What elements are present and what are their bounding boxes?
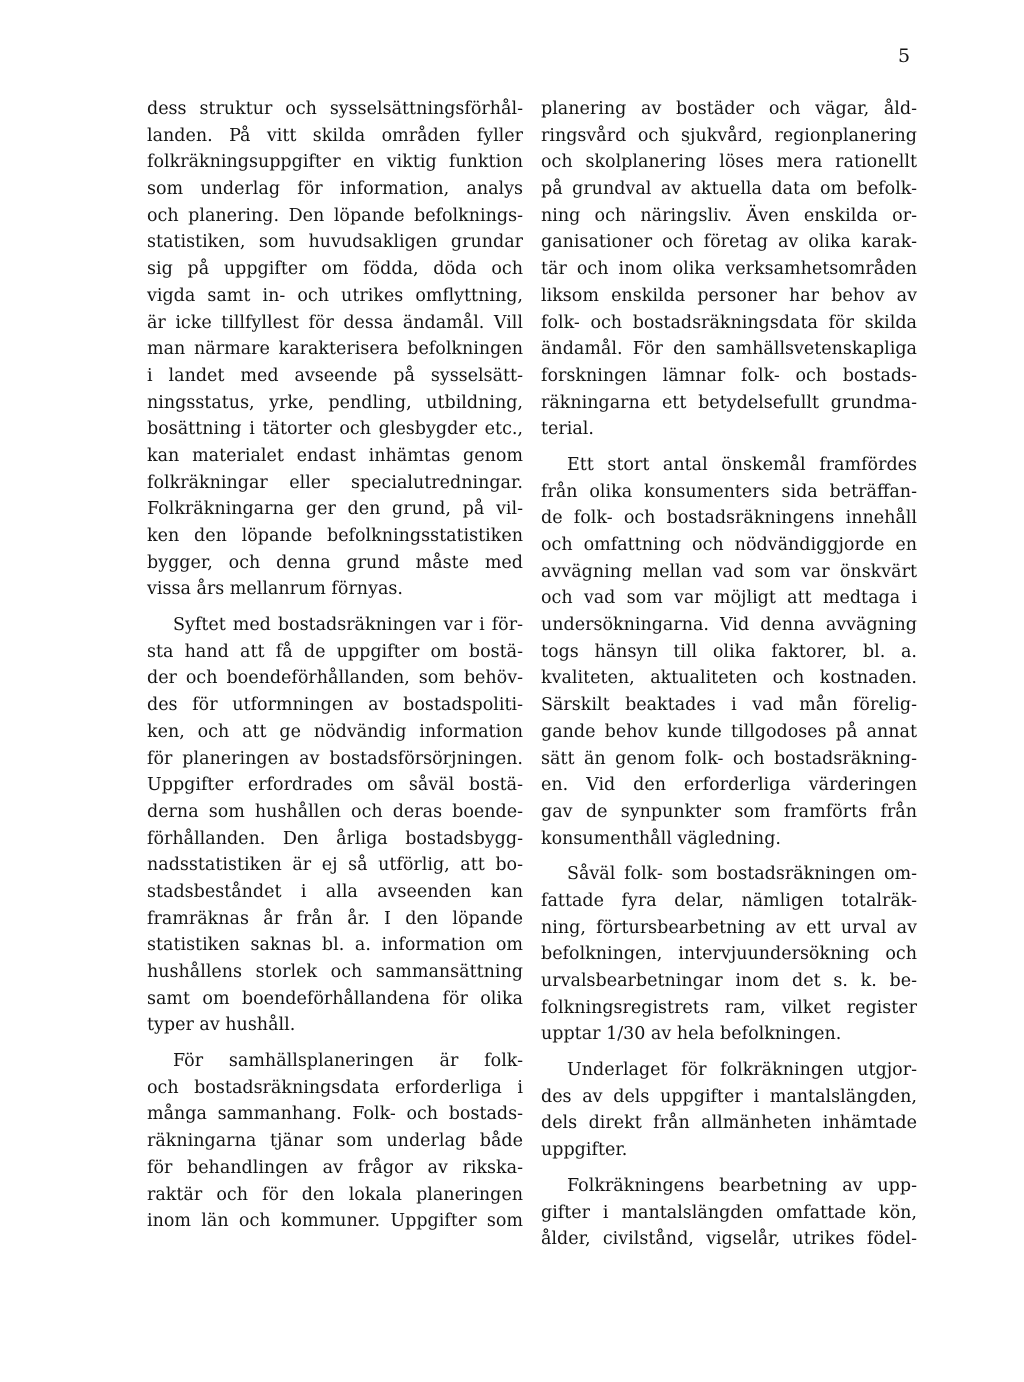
text-line: ålder, civilstånd, vigselår, utrikes födel- [541,1229,917,1250]
paragraph [541,1057,917,1164]
text-line: gav de synpunkter som framförts från [541,801,917,822]
text-line: kvaliteten, aktualiteten och kostnaden. [541,668,917,689]
text-line: stadsbeståndet i alla avseenden kan [147,881,523,902]
text-line: gande behov kunde tillgodoses på annat [541,721,917,742]
text-line: för behandlingen av frågor av rikska- [147,1157,523,1178]
text-line: typer av hushåll. [147,1015,296,1036]
text-line: bosättning i tätorter och glesbygder etc., [147,419,523,440]
text-line: i landet med avseende på sysselsätt- [147,365,523,386]
text-line: Underlaget för folkräkningen utgjor- [567,1060,917,1081]
text-line: folkräkningar eller specialutredningar. [147,472,523,493]
text-line: ändamål. För den samhällsvetenskapliga [541,339,917,360]
text-line: för planeringen av bostadsförsörjningen. [147,748,523,769]
text-line: sta hand att få de uppgifter om bostä- [147,641,523,662]
text-line: man närmare karakterisera befolkningen [147,339,523,360]
paragraph [541,1173,917,1253]
paragraph [147,96,523,603]
text-line: ning och näringsliv. Även enskilda or- [541,205,917,226]
text-line: många sammanhang. Folk- och bostads- [147,1104,523,1125]
text-line: inom län och kommuner. Uppgifter som [147,1211,523,1232]
text-line: För samhällsplaneringen är folk- [173,1051,523,1072]
text-line: folkräkningsuppgifter en viktig funktion [147,152,523,173]
text-line: Såväl folk- som bostadsräkningen om- [567,864,917,885]
text-line: vigda samt in- och utrikes omflyttning, [147,285,523,306]
text-line: undersökningarna. Vid denna avvägning [541,615,917,636]
page-number: 5 [898,45,911,67]
text-line: ken, och att ge nödvändig information [147,721,523,742]
left-column [147,96,523,1235]
text-line: liksom enskilda personer har behov av [541,285,917,306]
text-line: fattade fyra delar, nämligen totalräk- [541,890,917,911]
paragraph [541,861,917,1048]
text-line: des av dels uppgifter i mantalslängden, [541,1086,917,1107]
text-line: kan materialet endast inhämtas genom [147,445,523,466]
text-line: från olika konsumenters sida beträffan- [541,481,917,502]
paragraph [147,1048,523,1235]
text-line: samt om boendeförhållandena för olika [147,988,523,1009]
text-line: och planering. Den löpande befolknings- [147,205,523,226]
text-line: en. Vid den erforderliga värderingen [541,775,917,796]
text-line: och omfattning och nödvändiggjorde en [541,535,917,555]
text-line: folk- och bostadsräkningsdata för skilda [541,312,917,333]
text-line: Ett stort antal önskemål framfördes [567,454,917,475]
text-line: Särskilt beaktades i vad mån förelig- [541,695,917,716]
text-line: räkningarna tjänar som underlag både [147,1131,523,1152]
text-line: räkningarna ett betydelsefullt grundma- [541,392,917,413]
text-line: vissa års mellanrum förnyas. [147,579,403,600]
text-line: på grundval av aktuella data om befolk- [541,179,917,200]
text-line: raktär och för den lokala planeringen [147,1184,523,1205]
text-line: tär och inom olika verksamhetsområden [541,259,917,280]
text-line: befolkningen, intervjuundersökning och [541,944,917,965]
text-line: statistiken saknas bl. a. information om [147,935,523,956]
text-line: ganisationer och företag av olika karak- [541,232,917,253]
text-line: planering av bostäder och vägar, åld- [541,99,917,119]
paragraph [541,452,917,852]
text-line: konsumenthåll vägledning. [541,828,781,849]
paragraph [541,96,917,443]
text-line: statistiken, som huvudsakligen grundar [147,232,523,253]
text-line: bygger, och denna grund måste med [147,552,523,573]
text-line: avvägning mellan vad som var önskvärt [541,561,917,582]
text-line: ning, förtursbearbetning av ett urval av [541,917,917,938]
text-line: dels direkt från allmänheten inhämtade [541,1113,917,1134]
text-line: Folkräkningarna ger den grund, på vil- [147,499,523,520]
text-line: folkningsregistrets ram, vilket register [541,997,917,1018]
text-line: terial. [541,419,594,440]
text-line: och bostadsräkningsdata erforderliga i [147,1077,523,1098]
paragraph [147,612,523,1039]
text-line: hushållens storlek och sammansättning [147,962,523,982]
text-line: förhållanden. Den årliga bostadsbygg- [147,828,523,849]
text-line: dess struktur och sysselsättningsförhål- [147,99,523,119]
text-line: framräknas år från år. I den löpande [147,908,523,929]
text-line: Folkräkningens bearbetning av upp- [567,1175,917,1196]
text-line: är icke tillfyllest för dessa ändamål. Vill [147,312,523,333]
text-line: des för utformningen av bostadspoliti- [147,695,523,716]
text-line: sätt än genom folk- och bostadsräkning- [541,748,917,769]
text-line: ken den löpande befolkningsstatistiken [147,526,523,546]
text-line: ningsstatus, yrke, pendling, utbildning, [147,392,523,413]
right-column [541,96,917,1253]
text-line: derna som hushållen och deras boende- [147,801,523,822]
text-line: uppgifter. [541,1140,628,1161]
text-line: och skolplanering löses mera rationellt [541,152,917,173]
text-line: landen. På vitt skilda områden fyller [147,125,523,146]
text-line: nadsstatistiken är ej så utförlig, att bo- [147,855,523,876]
text-line: och vad som var möjligt att medtaga i [541,588,917,609]
text-line: sig på uppgifter om födda, döda och [147,259,523,280]
text-line: forskningen lämnar folk- och bostads- [541,365,917,386]
text-line: som underlag för information, analys [147,179,523,200]
text-line: der och boendeförhållanden, som behöv- [147,668,523,689]
text-line: upptar 1/30 av hela befolkningen. [541,1024,842,1045]
text-line: Uppgifter erfordrades om såväl bostä- [147,775,523,796]
text-line: de folk- och bostadsräkningens innehåll [541,508,917,529]
text-line: urvalsbearbetningar inom det s. k. be- [541,971,917,991]
text-line: togs hänsyn till olika faktorer, bl. a. [541,641,917,662]
text-line: ringsvård och sjukvård, regionplanering [541,125,917,146]
text-line: gifter i mantalslängden omfattade kön, [541,1202,917,1223]
text-line: Syftet med bostadsräkningen var i för- [173,615,523,636]
